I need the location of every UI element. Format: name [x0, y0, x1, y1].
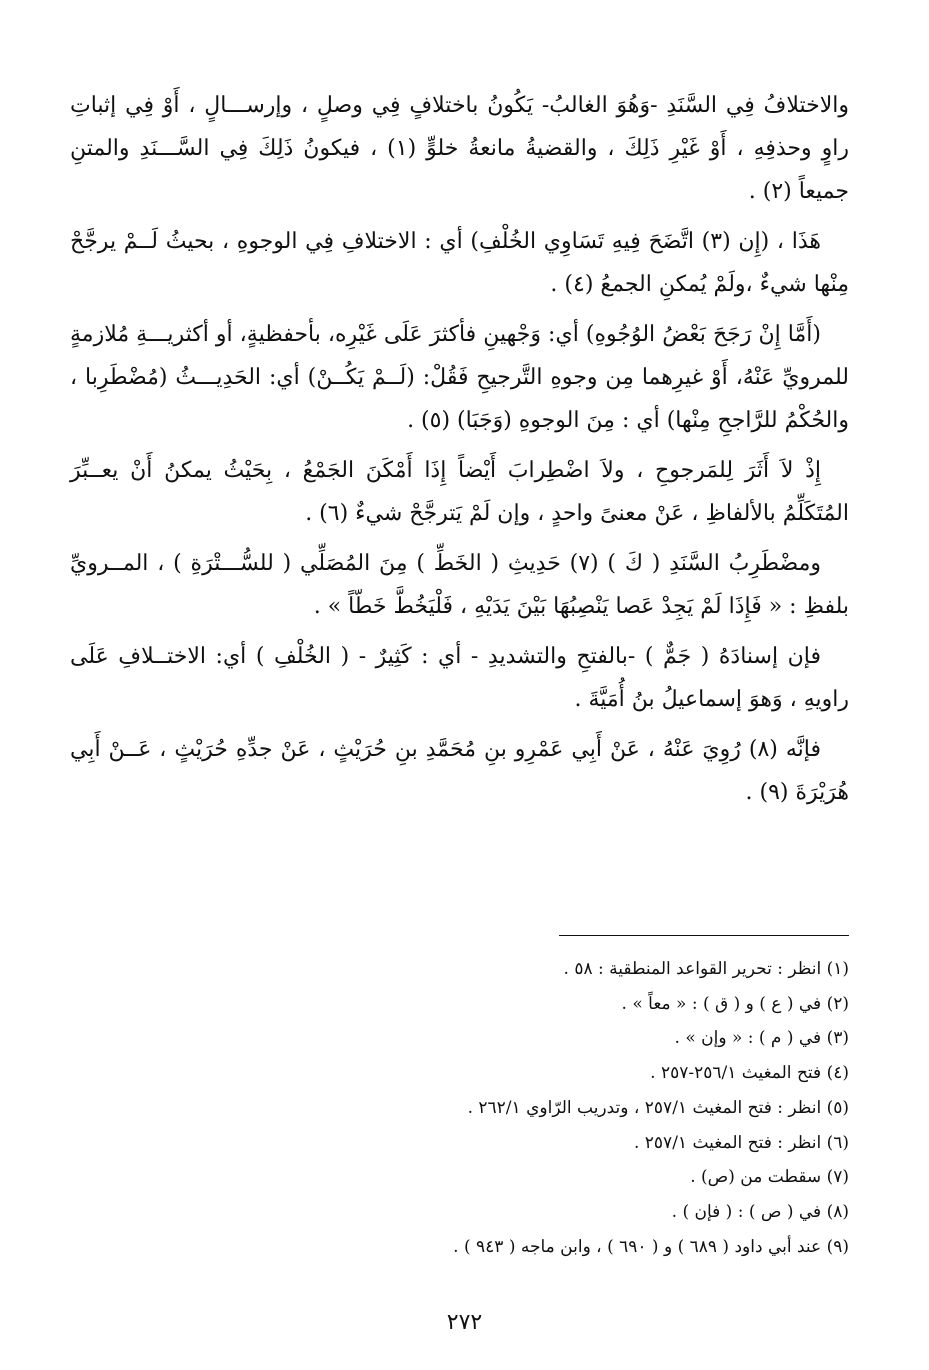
- paragraph: فإن إسنادَهُ ( جَمٌّ ) -بالفتحِ والتشديدِ - أي : كَثِيرٌ - ( الخُلْفِ ) أي: الاختــلافِ عَلَى راويهِ ، وَهوَ إسماعيلُ بنُ أُمَيَّةَ .: [70, 644, 849, 712]
- footnote: (٣) في ( م ) : « وإن » .: [674, 1028, 849, 1049]
- page-number: ٢٧٢: [446, 1310, 483, 1335]
- footnotes-list: [100, 952, 849, 1264]
- paragraph: والاختلافُ فِي السَّنَدِ -وَهُوَ الغالبُ- يَكُونُ باختلافٍ فِي وصلٍ ، وإرســـالٍ ، أَوْ فِي إثباتِ راوٍ وحذفِهِ ، أَوْ غَيْرِ ذَلِكَ ، والقضيةُ مانعةُ خلوٍّ (١) ، فيكونُ ذَلِكَ فِي السَّـــنَدِ والمتنِ جميعاً (٢) .: [70, 93, 849, 204]
- footnote: (١) انظر : تحرير القواعد المنطقية : ٥٨ .: [563, 959, 849, 979]
- paragraph: ومضْطَرِبُ السَّنَدِ ( كَ ) (٧) حَدِيثِ ( الخَطِّ ) مِنَ المُصَلِّي ( للسُّـــتْرَةِ ) ، المــرويِّ بلفظِ : « فَإِذَا لَمْ يَجِدْ عَصا يَنْصِبُهَا بَيْنَ يَدَيْهِ ، فَلْيَخُطَّ خَطّاً » .: [70, 551, 849, 619]
- footnote-separator: [559, 935, 849, 936]
- footnote: (٥) انظر : فتح المغيث ٢٥٧/١ ، وتدريب الرّاوي ٢٦٢/١ .: [467, 1097, 849, 1118]
- footnote: (٩) عند أبي داود ( ٦٨٩ ) و ( ٦٩٠ ) ، وابن ماجه ( ٩٤٣ ) .: [453, 1236, 849, 1257]
- footnote: (٨) في ( ص ) : ( فإن ) .: [671, 1201, 849, 1222]
- paragraph: (أَمَّا إِنْ رَجَحَ بَعْضُ الوُجُوهِ) أي: وَجْهينِ فأكثرَ عَلَى غَيْرِه، بأحفظيةٍ، أو أكثريـــةِ مُلازمةٍ للمرويِّ عَنْهُ، أَوْ غيرِهما مِن وجوهِ التَّرجيحِ فَقُلْ: (لَــمْ يَكُــنْ) أي: الحَدِيـــثُ (مُضْطَرِبا ، والحُكْمُ للرَّاجحِ مِنْها) أي : مِنَ الوجوهِ (وَجَبَا) (٥) .: [70, 322, 849, 433]
- footnote: (٧) سقطت من (ص) .: [690, 1167, 849, 1188]
- footnote: (٢) في ( ع ) و ( ق ) : « معاً » .: [621, 993, 849, 1014]
- main-text: [70, 84, 849, 821]
- paragraph: إِذْ لاَ أَثَرَ لِلمَرجوحِ ، ولاَ اضْطِرابَ أَيْضاً إِذَا أَمْكَنَ الجَمْعُ ، بِحَيْثُ يمكنُ أَنْ يعــبِّرَ المُتَكَلِّمُ بالألفاظِ ، عَنْ معنىً واحدٍ ، وإن لَمْ يَترجَّحْ شيءٌ (٦) .: [70, 458, 849, 526]
- paragraph: هَذَا ، (إِن (٣) اتَّضَحَ فِيهِ تَسَاوِي الخُلْفِ) أي : الاختلافِ فِي الوجوهِ ، بحيثُ لَــمْ يرجَّحْ مِنْها شيءٌ ،ولَمْ يُمكنِ الجمعُ (٤) .: [70, 229, 849, 297]
- footnote: (٤) فتح المغيث ٢٥٦/١-٢٥٧ .: [650, 1063, 849, 1084]
- paragraph: فإنَّه (٨) رُوِيَ عَنْهُ ، عَنْ أَبِي عَمْرِو بنِ مُحَمَّدِ بنِ حُرَيْثٍ ، عَنْ جدِّهِ حُرَيْثٍ ، عَــنْ أَبِي هُرَيْرَةَ (٩) .: [70, 737, 849, 805]
- footnote: (٦) انظر : فتح المغيث ٢٥٧/١ .: [633, 1132, 849, 1153]
